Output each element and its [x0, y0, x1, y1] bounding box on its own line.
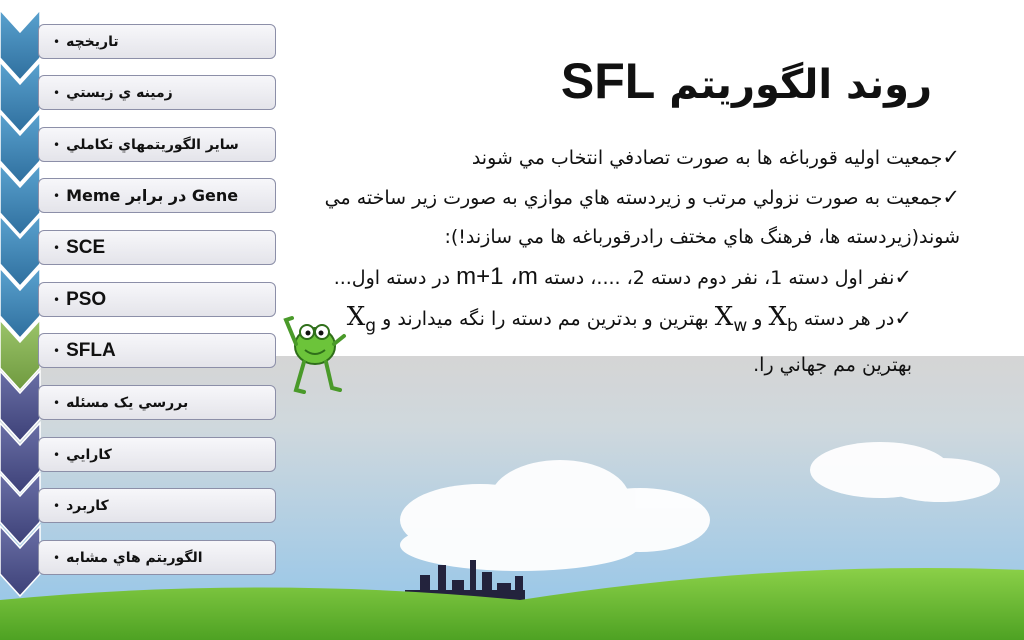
bullet-icon: •: [53, 343, 61, 358]
nav-item-label: SCE: [66, 236, 106, 258]
sub-bullet-1: [320, 257, 960, 298]
slide-title: [561, 52, 932, 110]
bullet-1-text: جمعيت اوليه قورباغه ها به صورت تصادفي انتخاب مي شوند: [471, 147, 943, 169]
nav-item-biology[interactable]: [38, 75, 276, 110]
checkmark-icon: ✓: [942, 185, 960, 209]
nav-item-application[interactable]: [38, 488, 276, 523]
checkmark-icon: ✓: [894, 306, 912, 330]
nav-item-label: الگوريتم هاي مشابه: [66, 549, 203, 566]
nav-item-label: بررسي يک مسئله: [66, 394, 189, 411]
bullet-icon: •: [53, 498, 61, 513]
bullet-icon: •: [53, 240, 61, 255]
frog-icon: [282, 306, 348, 398]
xb-symbol: X: [768, 302, 788, 332]
nav-item-label: SFLA: [66, 339, 116, 361]
nav-item-other-evolutionary[interactable]: [38, 127, 276, 162]
sub-bullet-1-math: m+1 ،m: [456, 263, 538, 290]
bullet-icon: •: [53, 137, 61, 152]
nav-item-label: PSO: [66, 288, 107, 310]
nav-item-similar-algorithms[interactable]: [38, 540, 276, 575]
xw-symbol: X: [714, 302, 734, 332]
bullet-icon: •: [53, 447, 61, 462]
nav-item-label: كاربرد: [66, 497, 109, 514]
nav-item-label: كارايي: [66, 446, 112, 463]
nav-item-label: ساير الگوريتمهاي تكاملي: [66, 136, 239, 153]
nav-item-sce[interactable]: [38, 230, 276, 265]
sub-bullet-2-text-c: بهترين مم جهاني را.: [753, 354, 912, 376]
nav-item-history[interactable]: [38, 24, 276, 59]
xw-subscript: w: [733, 316, 748, 336]
sub-bullet-1-text-c: در دسته اول...: [333, 267, 451, 289]
sub-bullet-2-text-b: بهترين و بدترين مم دسته را نگه ميدارند و: [382, 308, 709, 330]
checkmark-icon: ✓: [894, 265, 912, 289]
sub-bullet-2-text-a: در هر دسته: [803, 308, 895, 330]
xb-subscript: b: [787, 316, 798, 336]
sub-bullet-1-text-a: نفر اول دسته 1، نفر دوم دسته 2، ....، دسته: [543, 267, 895, 289]
slide-title-fa: روند الگوريتم: [669, 62, 932, 108]
nav-item-gene-vs-meme[interactable]: [38, 178, 276, 213]
bullet-icon: •: [53, 292, 61, 307]
sub-bullet-2: [320, 298, 960, 385]
bullet-icon: •: [53, 34, 61, 49]
nav-item-label: تاريخچه: [66, 33, 119, 50]
xg-symbol: X: [346, 302, 366, 332]
nav-item-label: Gene در برابر Meme: [66, 186, 239, 205]
bullet-2: [320, 178, 960, 257]
slide-body: [320, 138, 960, 385]
nav-item-pso[interactable]: [38, 282, 276, 317]
bullet-icon: •: [53, 550, 61, 565]
slide-title-en: SFL: [560, 53, 656, 109]
xg-subscript: g: [365, 316, 377, 336]
bullet-2-text: جمعيت به صورت نزولي مرتب و زيردسته هاي موازي به صورت زير ساخته مي شوند(زيردسته ها، فرهنگ هاي مختف رادرقورباغه ها مي سازند!):: [324, 187, 960, 248]
bullet-icon: •: [53, 395, 61, 410]
nav-item-label: زمينه ي زيستي: [66, 84, 173, 101]
nav-item-sfla[interactable]: [38, 333, 276, 368]
nav-item-problem-review[interactable]: [38, 385, 276, 420]
bullet-icon: •: [53, 85, 61, 100]
and-word: و: [753, 308, 763, 330]
bullet-1: [320, 138, 960, 178]
checkmark-icon: ✓: [942, 145, 960, 169]
bullet-icon: •: [53, 188, 61, 203]
nav-item-efficiency[interactable]: [38, 437, 276, 472]
